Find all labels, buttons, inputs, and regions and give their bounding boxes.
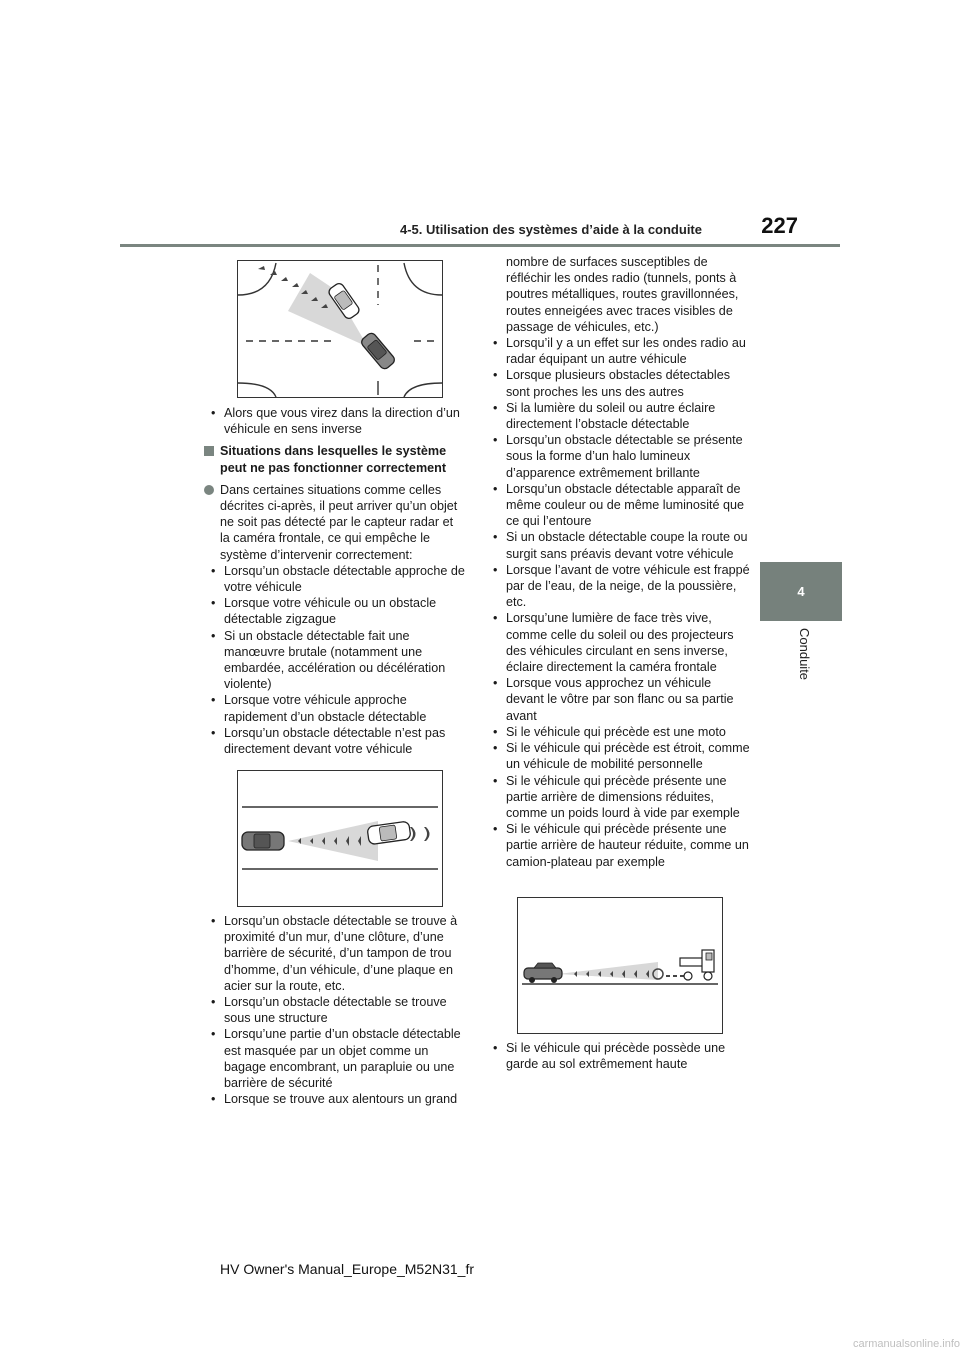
zigzag-illustration [238,771,442,906]
circle-marker-icon [204,485,214,495]
list-item: • Lorsque votre véhicule approche rapidement d’un obstacle détectable [204,692,466,724]
list-item: • Lorsque se trouve aux alentours un grand [204,1091,466,1107]
intro-text: Dans certaines situations comme celles décrites ci-après, il peut arriver qu’un objet ne soit pas détecté par le capteur radar et la caméra frontale, ce qui empêche le système d’intervenir correctement: [220,482,458,562]
list-item: • Lorsque votre véhicule ou un obstacle détectable zigzague [204,595,466,627]
chapter-tab-label: Conduite [797,628,812,681]
list-item: • Si le véhicule qui précède possède une garde au sol extrêmement haute [486,1040,750,1072]
list-item: • Alors que vous virez dans la direction d’un véhicule en sens inverse [204,405,466,437]
list-item: • Lorsqu’un obstacle détectable se trouve sous une structure [204,994,466,1026]
page-number: 227 [761,213,798,238]
list-item: • Si le véhicule qui précède présente une partie arrière de hauteur réduite, comme un camion-plateau par exemple [486,821,750,870]
figure-intersection-turn [237,260,443,398]
intro-paragraph [204,482,466,563]
left-column [204,405,466,757]
list-item: • Lorsqu’un obstacle détectable n’est pas directement devant votre véhicule [204,725,466,757]
watermark: carmanualsonline.info [852,1338,960,1350]
manual-footer: HV Owner's Manual_Europe_M52N31_fr [220,1261,475,1277]
section-heading [204,443,466,475]
chapter-tab-number[interactable]: 4 [760,562,842,621]
list-item: • Si le véhicule qui précède est une moto [486,724,750,740]
list-item: • Si le véhicule qui précède est étroit, comme un véhicule de mobilité personnelle [486,740,750,772]
list-item: • Lorsqu’une lumière de face très vive, comme celle du soleil ou des projecteurs des véhicules circulant en sens inverse, éclaire directement la caméra frontale [486,610,750,675]
list-item: • Si un obstacle détectable coupe la route ou surgit sans préavis devant votre véhicule [486,529,750,561]
figure-high-clearance-truck [517,897,723,1034]
square-marker-icon [204,446,214,456]
heading-text: Situations dans lesquelles le système peut ne pas fonctionner correctement [220,444,447,475]
left-column-continued [204,913,466,1107]
list-item: • Lorsque plusieurs obstacles détectables sont proches les uns des autres [486,367,750,399]
list-item: • Lorsqu’un obstacle détectable se trouve à proximité d’un mur, d’une clôture, d’une barrière de sécurité, d’un tampon de trou d’homme, d’un véhicule, d’une plaque en acier sur la route, etc. [204,913,466,994]
list-item: • Lorsqu’un obstacle détectable apparaît de même couleur ou de même luminosité que ce qui l’entoure [486,481,750,530]
section-title: 4-5. Utilisation des systèmes d’aide à la conduite [400,222,702,237]
list-item: • Si la lumière du soleil ou autre éclaire directement l’obstacle détectable [486,400,750,432]
list-item: • Si un obstacle détectable fait une manœuvre brutale (notamment une embardée, accélération ou décélération violente) [204,628,466,693]
list-item: • Lorsqu’une partie d’un obstacle détectable est masquée par un objet comme un bagage encombrant, un parapluie ou une barrière de sécurité [204,1026,466,1091]
right-column [486,254,750,870]
list-item: • Lorsqu’il y a un effet sur les ondes radio au radar équipant un autre véhicule [486,335,750,367]
list-item: • Lorsqu’un obstacle détectable approche de votre véhicule [204,563,466,595]
intersection-illustration [238,261,442,397]
list-item: • Si le véhicule qui précède présente une partie arrière de dimensions réduites, comme un poids lourd à vide par exemple [486,773,750,822]
continued-text: nombre de surfaces susceptibles de réfléchir les ondes radio (tunnels, ponts à poutres métalliques, routes gravillonnées, routes enneigées avec traces visibles de passage de véhicules, etc.) [506,255,739,334]
list-item: • Lorsque vous approchez un véhicule devant le vôtre par son flanc ou sa partie avant [486,675,750,724]
list-item: • Lorsque l’avant de votre véhicule est frappé par de l’eau, de la neige, de la poussière, etc. [486,562,750,611]
figure-zigzag [237,770,443,907]
right-column-continued [486,1040,750,1072]
header-divider [120,244,840,247]
list-item: • Lorsqu’un obstacle détectable se présente sous la forme d’un halo lumineux d’apparence extrêmement brillante [486,432,750,481]
truck-illustration [518,898,722,1033]
